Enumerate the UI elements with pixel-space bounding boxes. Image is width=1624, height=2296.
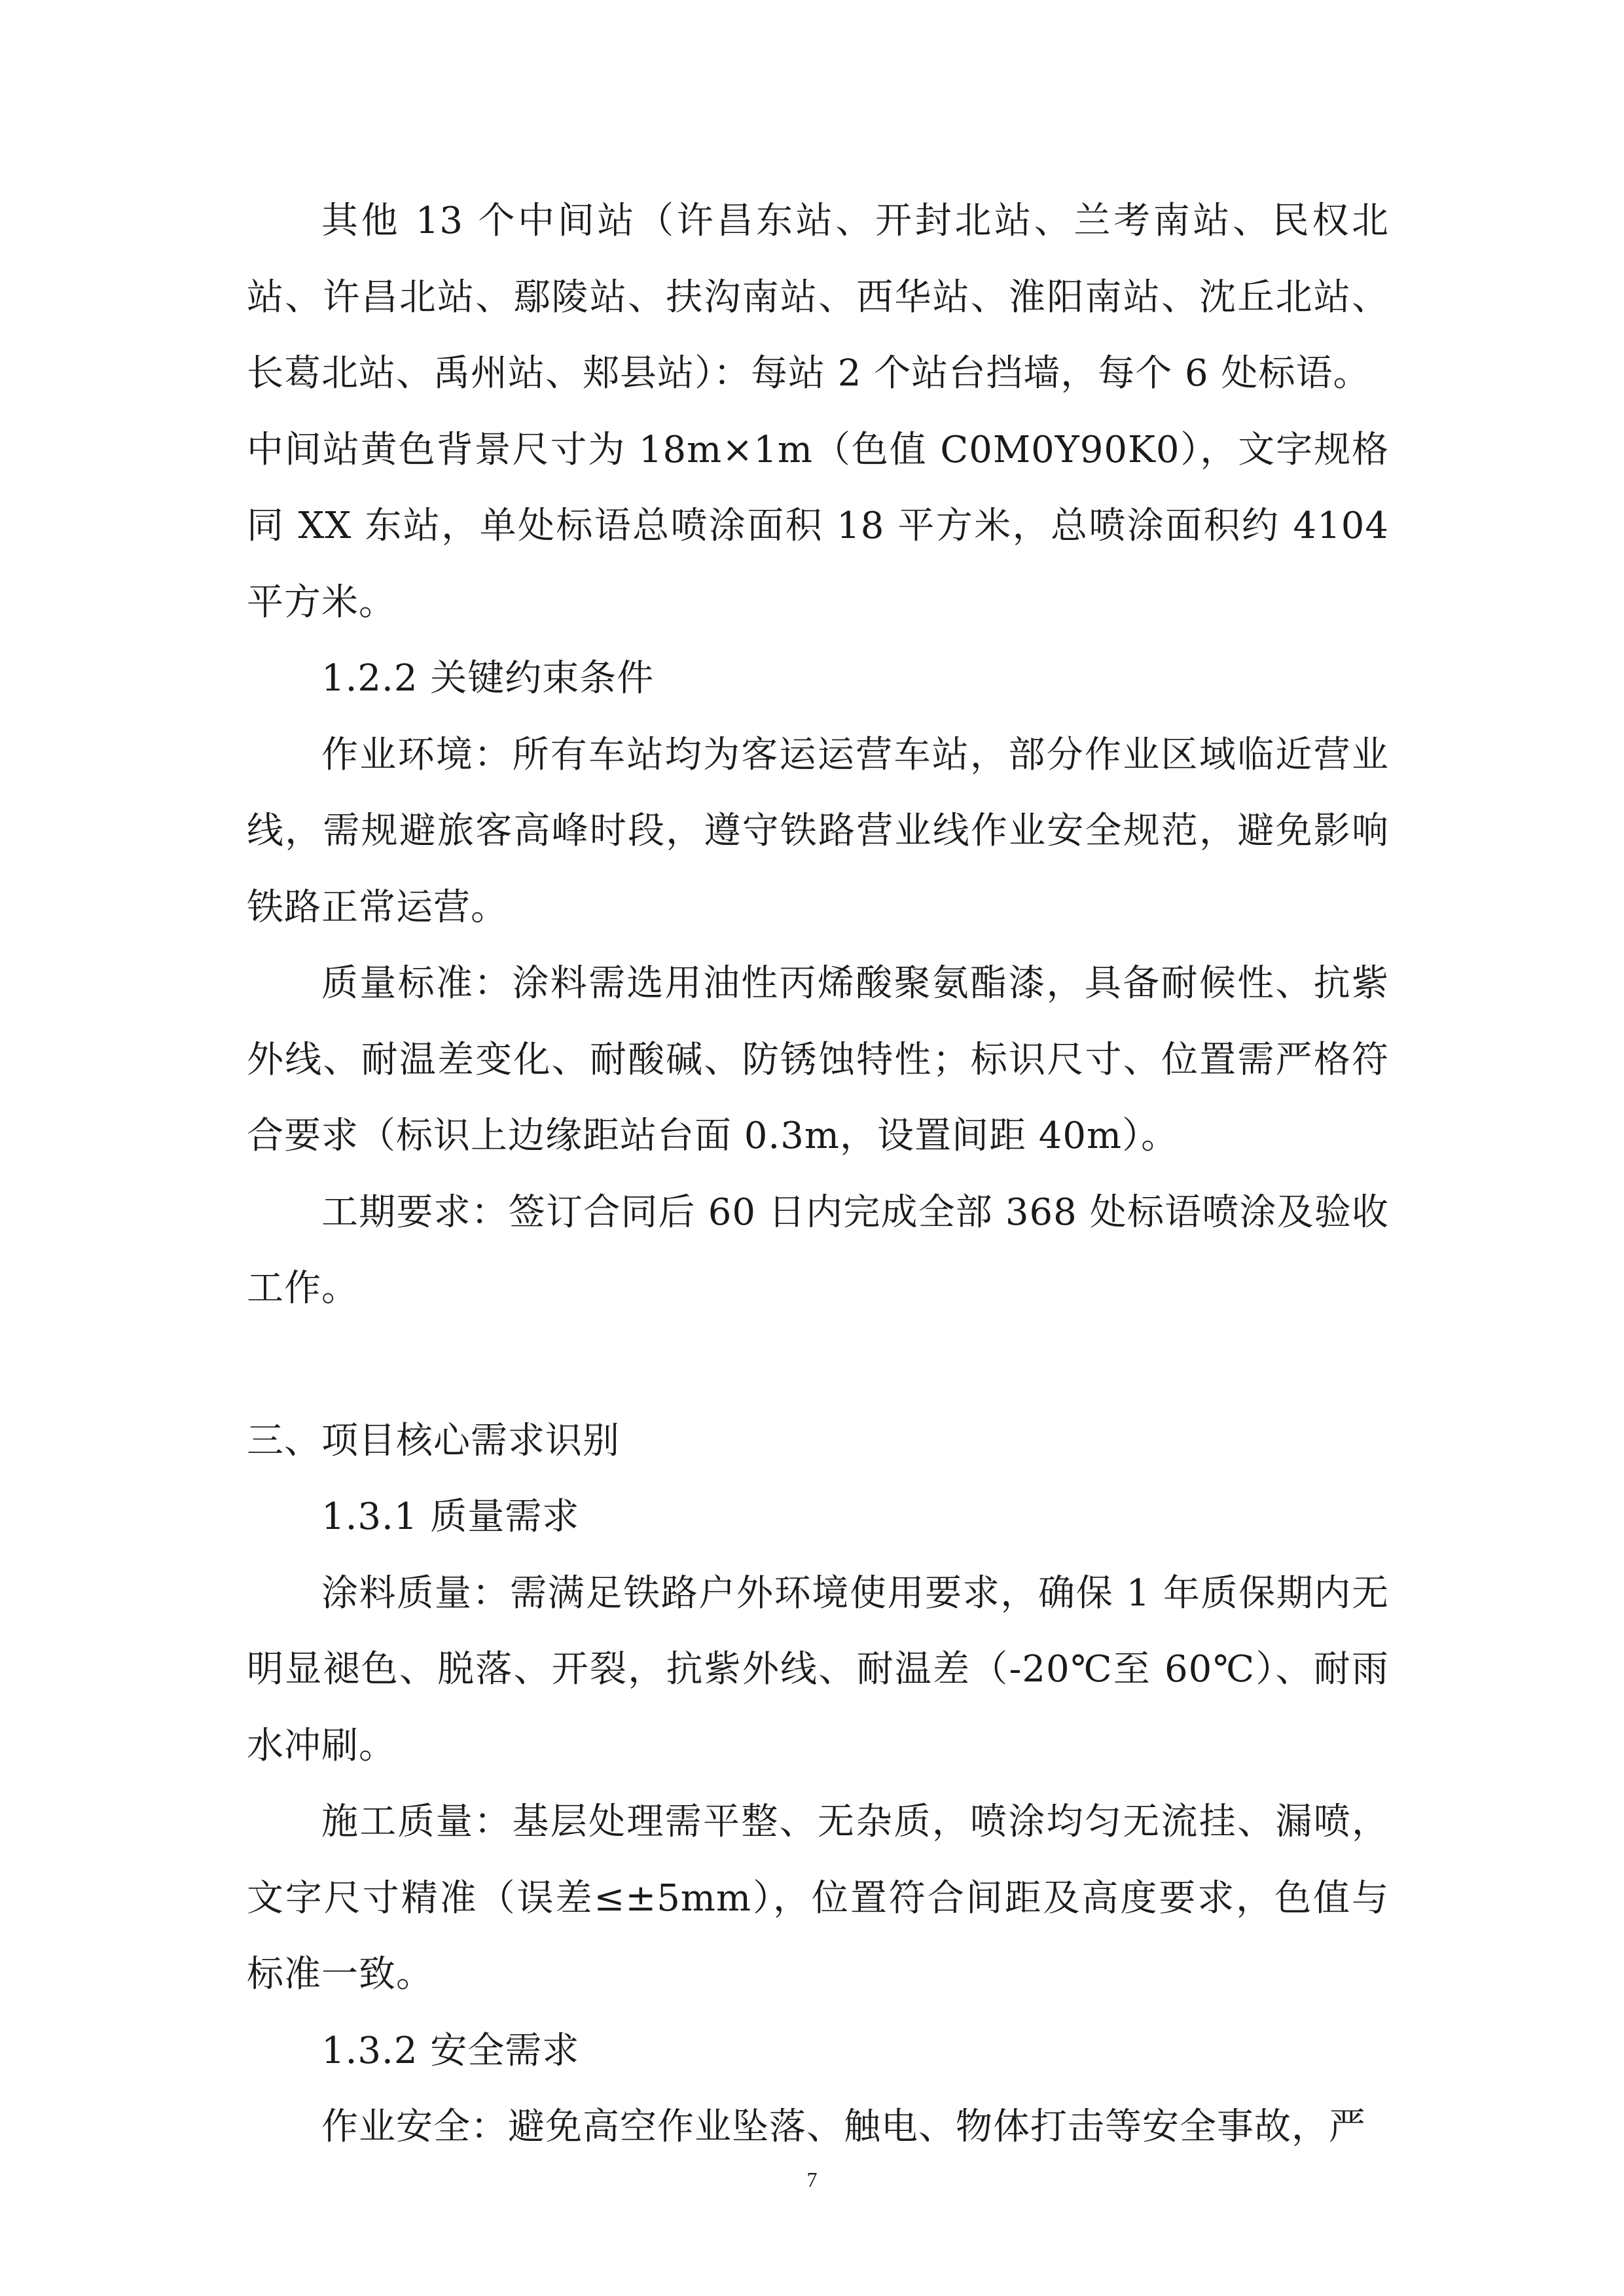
paragraph-coating-quality: 涂料质量：需满足铁路户外环境使用要求，确保 1 年质保期内无明显褪色、脱落、开裂，抗紫外线、耐温差（-20℃至 60℃）、耐雨水冲刷。: [247, 1571, 1389, 1767]
section-spacer: [247, 1327, 1389, 1403]
heading-key-constraints: 1.2.2 关键约束条件: [321, 657, 655, 700]
page-body: [247, 183, 1389, 2166]
paragraph-schedule-requirement: 工期要求：签订合同后 60 日内完成全部 368 处标语喷涂及验收工作。: [247, 1191, 1389, 1310]
paragraph-work-safety: 作业安全：避免高空作业坠落、触电、物体打击等安全事故，严: [321, 2106, 1366, 2148]
heading-safety-requirements: 1.3.2 安全需求: [321, 2029, 580, 2072]
paragraph-construction-quality: 施工质量：基层处理需平整、无杂质，喷涂均匀无流挂、漏喷，文字尺寸精准（误差≤±5mm），位置符合间距及高度要求，色值与标准一致。: [247, 1801, 1389, 1996]
paragraph-intermediate-stations: 其他 13 个中间站（许昌东站、开封北站、兰考南站、民权北站、许昌北站、鄢陵站、扶沟南站、西华站、淮阳南站、沈丘北站、长葛北站、禹州站、郏县站）：每站 2 个站台挡墙，每个 6 处标语。: [247, 200, 1389, 395]
page-number: 7: [806, 2168, 818, 2191]
paragraph-quality-standard: 质量标准：涂料需选用油性丙烯酸聚氨酯漆，具备耐候性、抗紫外线、耐温差变化、耐酸碱、防锈蚀特性；标识尺寸、位置需严格符合要求（标识上边缘距站台面 0.3m，设置间距 40m）。: [247, 962, 1389, 1157]
paragraph-background-size: 中间站黄色背景尺寸为 18m×1m（色值 C0M0Y90K0），文字规格同 XX 东站，单处标语总喷涂面积 18 平方米，总喷涂面积约 4104 平方米。: [247, 428, 1389, 624]
paragraph-work-environment: 作业环境：所有车站均为客运运营车站，部分作业区域临近营业线，需规避旅客高峰时段，遵守铁路营业线作业安全规范，避免影响铁路正常运营。: [247, 733, 1389, 929]
heading-core-requirements: 三、项目核心需求识别: [247, 1419, 620, 1462]
heading-quality-requirements: 1.3.1 质量需求: [321, 1496, 580, 1538]
